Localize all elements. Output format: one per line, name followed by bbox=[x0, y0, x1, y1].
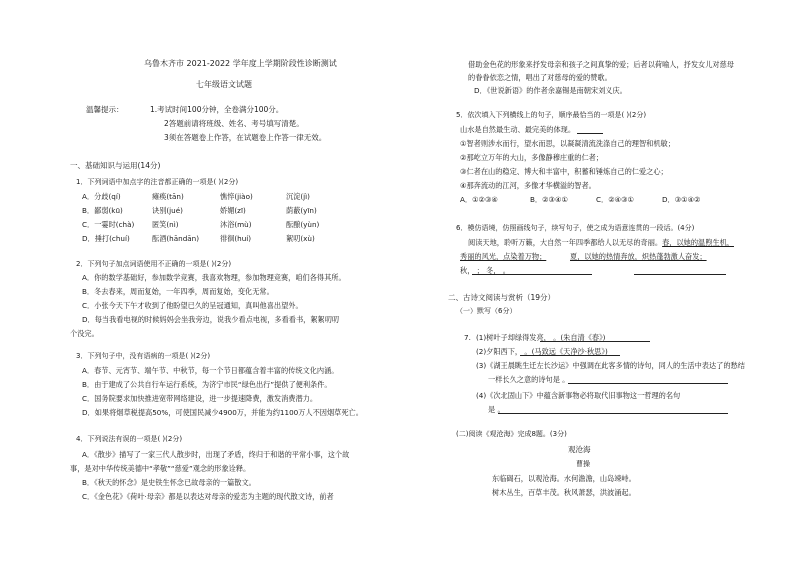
q1-stem: 1．下列词语中加点字的注音都正确的一项是( )(2分) bbox=[76, 178, 239, 186]
poem-line-1: 东临碣石，以观沧海。水何澹澹，山岛竦峙。 bbox=[492, 474, 636, 483]
q3-option-d: D．如果将烟草税提高50%，可使国民减少4900万，并能为约1100万人不因烟草死亡。 bbox=[82, 408, 363, 417]
q1-d3: 徘徊(huí) bbox=[220, 234, 252, 243]
q1-b2: 诀别(jué) bbox=[152, 206, 183, 215]
q5-choice-b: B．②③④① bbox=[530, 195, 568, 204]
q1-b4: 荫蔽(yīn) bbox=[286, 206, 317, 215]
right-column bbox=[420, 0, 760, 561]
q4-cont-line-2: 的眷眷依恋之情，唱出了对慈母的爱的赞歌。 bbox=[468, 73, 612, 82]
poem-title: 观沧海 bbox=[568, 445, 591, 454]
q6-line-1 bbox=[468, 238, 734, 247]
q7-blank-3[interactable] bbox=[568, 383, 728, 384]
q5-item-1: ①智者则涉水而行，望水而思，以凝凝清流洗涤自己的理智和机敏； bbox=[460, 139, 675, 148]
q7-blank-1[interactable] bbox=[540, 341, 650, 342]
q7-line-5: (4)《次北固山下》中蕴含新事物必将取代旧事物这一哲理的名句 bbox=[476, 391, 681, 400]
notice-line-3: 3须在答题卷上作答，在试题卷上作答一律无效。 bbox=[164, 133, 327, 142]
q7-line-2: (2)夕阳西下， 。(马致远《天净沙·秋思》) bbox=[476, 347, 608, 356]
q2-option-b: B．冬去春来，周而复始，一年四季，周而复始，变化无常。 bbox=[82, 287, 274, 296]
q7-line-3: (3)《湖王晨眺生迁左长沙运》中强调在此客多情的诗句，同人的生活中表达了的愁结 bbox=[476, 361, 745, 370]
q6-line-3: 夏，以她的热情奔放，炽热蓬勃激人奋发； bbox=[570, 252, 707, 261]
q1-d2: 酝酒(hāndān) bbox=[152, 234, 200, 243]
q6-blank-winter[interactable] bbox=[634, 274, 726, 275]
q5-lead bbox=[460, 125, 603, 134]
q6-stem: 6．模仿语境，仿照画线句子，续写句子，使之成为语意连贯的一段话。(4分) bbox=[456, 224, 695, 232]
poem-author: 曹操 bbox=[576, 460, 590, 468]
q1-a2: 瘫痪(tān) bbox=[152, 192, 184, 201]
part2-sub1: （一）默写（6分） bbox=[456, 307, 517, 315]
q7-blank-4[interactable] bbox=[498, 413, 728, 414]
part2-title: 二、古诗文阅读与赏析（19分） bbox=[448, 293, 556, 302]
q6-line-1-text: 阅读天地，聆听万籁，大自然一年四季都给人以无尽的奇丽。 bbox=[468, 238, 663, 247]
notice-label: 温馨提示： bbox=[86, 105, 124, 114]
q4-option-a: A．《散步》描写了一家三代人散步时，出现了矛盾，终归于和谐的平常小事，这个故 bbox=[82, 450, 350, 459]
q1-d1: D．捶打(chuí) bbox=[82, 234, 130, 243]
q3-stem: 3．下列句子中，没有语病的一项是( )(2分) bbox=[76, 352, 211, 360]
q1-c4: 酝酿(yùn) bbox=[286, 220, 320, 229]
q4-option-b: B．《秋天的怀念》是史铁生怀念已故母亲的一篇散文。 bbox=[82, 478, 256, 487]
left-column bbox=[68, 0, 400, 561]
q7-blank-2[interactable] bbox=[520, 355, 620, 356]
q1-c1: C．一霎时(chà) bbox=[82, 220, 135, 229]
q6-blank-line: 秋， ； 冬， 。 bbox=[460, 266, 510, 275]
q4-option-d: D．《世说新语》的作者余嘉锡是南朝宋刘义庆。 bbox=[474, 86, 627, 95]
q3-option-c: C．国务院要求加快推进宽带网络建设，进一步提速降费，激发消费潜力。 bbox=[82, 394, 318, 403]
q1-a4: 沉淀(jì) bbox=[286, 192, 310, 201]
q1-d4: 絮叨(xù) bbox=[286, 234, 315, 243]
q5-item-4: ④那奔流动的江河，多像才华横溢的智者。 bbox=[460, 181, 596, 190]
q5-blank bbox=[577, 125, 603, 134]
q1-c3: 沐浴(mù) bbox=[220, 220, 252, 229]
exam-title: 乌鲁木齐市 2021-2022 学年度上学期阶段性诊断测试 bbox=[144, 59, 337, 68]
q3-option-b: B．由于建成了公共自行车运行系统，为济宁市民“绿色出行”提供了便利条件。 bbox=[82, 380, 332, 389]
q7-line-6: 是 。 bbox=[488, 405, 505, 414]
q2-option-d-cont: 个没完。 bbox=[70, 329, 99, 338]
q4-stem: 4．下列说法有误的一项是( )(2分) bbox=[76, 435, 183, 443]
q2-option-c: C．小张今天下午才收到了他盼望已久的呈冠通知，真叫他喜出望外。 bbox=[82, 301, 303, 310]
q7-line-1: (1)树叶子却绿得发亮， 。(朱自清《春》) bbox=[476, 333, 606, 342]
q1-a3: 憔悴(jiào) bbox=[220, 192, 253, 201]
q5-item-2: ②那屹立万年的大山，多像静穆庄重的仁者； bbox=[460, 153, 604, 162]
q5-choice-c: C．②④③① bbox=[596, 195, 634, 204]
q2-option-a: A．你的数学基础好，参加数学竞赛，我喜欢物理，参加物理竞赛，咱们各得其所。 bbox=[82, 273, 346, 282]
q5-stem: 5．依次填入下列横线上的句子，顺序最恰当的一项是( )(2分) bbox=[456, 111, 647, 119]
q7-num: 7. bbox=[464, 333, 471, 342]
q4-cont-line-1: 借助金色花的形象来抒发母亲和孩子之间真挚的爱；后者以荷喻人，抒发女儿对慈母 bbox=[468, 60, 734, 69]
q5-lead-text: 山水是自然最生动、最完美的体现。 bbox=[460, 125, 576, 134]
q1-b3: 娇媚(zī) bbox=[220, 206, 246, 215]
q6-line-1-underline: 春，以她的温煦生机， bbox=[662, 238, 734, 247]
q1-c2: 匿笑(nì) bbox=[152, 220, 179, 229]
subject-title: 七年级语文试题 bbox=[196, 80, 252, 89]
q5-choice-d: D．③①④② bbox=[662, 195, 701, 204]
q5-item-3: ③仁者在山的稳定、博大和丰富中，积蓄和锤炼自己的仁爱之心； bbox=[460, 167, 668, 176]
q8-intro: (二)阅读《观沧海》完成8题。(3分) bbox=[456, 430, 567, 438]
q2-option-d: D．每当我看电视的时候妈妈会坐我旁边，说我少看点电视，多看看书，絮絮叨叨 bbox=[82, 315, 340, 324]
poem-line-2: 树木丛生，百草丰茂。秋风萧瑟，洪波涌起。 bbox=[492, 488, 636, 497]
q6-blank-autumn[interactable] bbox=[472, 274, 592, 275]
q7-line-4: 一样长久之意的诗句是 。 bbox=[488, 375, 570, 384]
q6-line-2: 秀丽的风光，点染着万物； bbox=[460, 252, 547, 261]
q3-option-a: A．春节、元宵节、端午节、中秋节，每一个节日都蕴含着丰富的传统文化内涵。 bbox=[82, 366, 339, 375]
q4-option-c: C．《金色花》《荷叶·母亲》都是以表达对母亲的爱恋为主题的现代散文诗，前者 bbox=[82, 492, 334, 501]
q2-stem: 2．下列句子加点词语使用不正确的一项是( )(2分) bbox=[76, 260, 232, 268]
q5-choice-a: A．①②③④ bbox=[460, 195, 498, 204]
q1-b1: B．鄙弱(kū) bbox=[82, 206, 123, 215]
notice-line-2: 2答题前请将班级、姓名、考号填写清楚。 bbox=[164, 119, 304, 128]
notice-line-1: 1.考试时间100分钟，全卷满分100分。 bbox=[150, 105, 284, 114]
q1-a1: A．分歧(qí) bbox=[82, 192, 121, 201]
part1-title: 一、基础知识与运用(14分) bbox=[70, 161, 161, 170]
q4-option-a-cont: 事，是对中华传统美德中“孝敬”“慈爱”观念的形象诠释。 bbox=[70, 464, 251, 473]
